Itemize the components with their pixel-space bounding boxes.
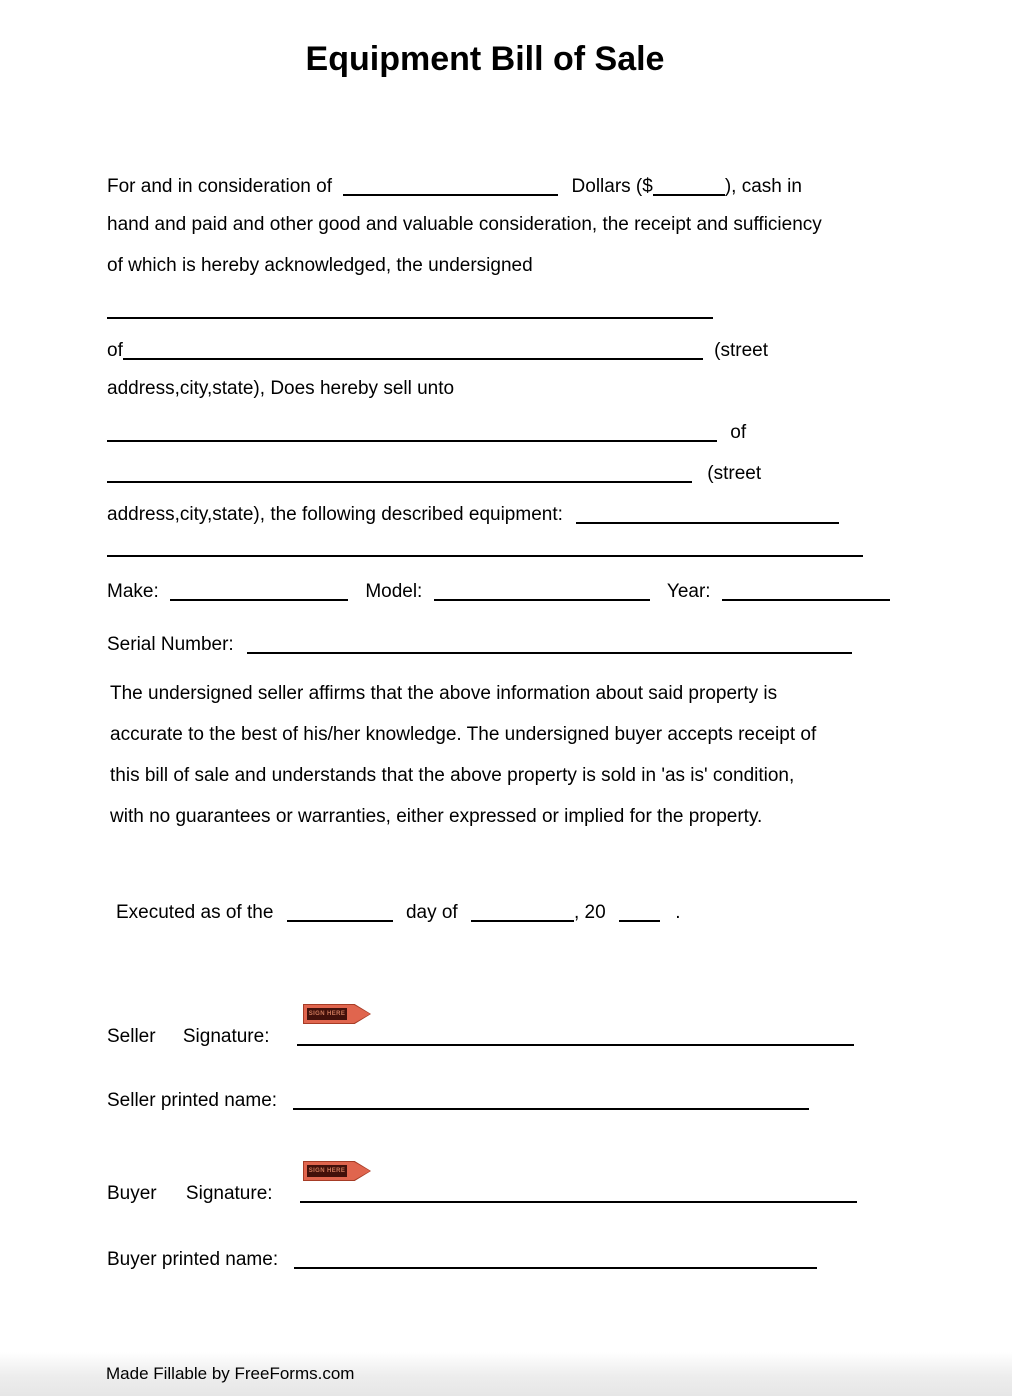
affirmation-line-2: accurate to the best of his/her knowledge. The undersigned buyer accepts receipt of: [110, 724, 817, 745]
buyer-sign-here-tag[interactable]: [303, 1161, 371, 1181]
sign-here-tag-label: SIGN HERE: [307, 1165, 347, 1177]
intro-line-1: [107, 172, 802, 199]
buyer-printed-name-field[interactable]: [294, 1245, 817, 1269]
seller-address-row: [107, 336, 768, 363]
make-label: Make:: [107, 581, 159, 602]
equipment-description-field-2[interactable]: [107, 533, 863, 557]
affirmation-line-4: with no guarantees or warranties, either expressed or implied for the property.: [110, 806, 763, 827]
serial-number-row: [107, 630, 852, 657]
footer-band: [0, 1352, 1012, 1396]
equipment-description-field[interactable]: [576, 500, 839, 524]
seller-name-field[interactable]: [107, 295, 713, 319]
year-prefix-label: , 20: [574, 902, 606, 923]
executed-label: Executed as of the: [116, 902, 274, 923]
execution-period: .: [675, 902, 681, 923]
consideration-amount-field[interactable]: [653, 172, 725, 196]
buyer-name-field[interactable]: [107, 418, 717, 442]
buyer-signature-row: [107, 1179, 857, 1206]
seller-printed-name-row: [107, 1086, 809, 1113]
intro-line-1-post: ), cash in: [724, 176, 802, 197]
equipment-description-row-2: [107, 533, 863, 560]
year-field[interactable]: [722, 577, 890, 601]
page-title: Equipment Bill of Sale: [305, 40, 665, 78]
affirmation-line-1: The undersigned seller affirms that the above information about said property is: [110, 683, 778, 704]
year-label: Year:: [666, 581, 711, 602]
intro-line-3: of which is hereby acknowledged, the undersigned: [107, 255, 533, 276]
execution-month-field[interactable]: [471, 898, 574, 922]
model-field[interactable]: [434, 577, 650, 601]
consideration-written-field[interactable]: [343, 172, 558, 196]
make-model-year-row: [107, 577, 890, 604]
serial-number-field[interactable]: [247, 630, 852, 654]
buyer-address-field[interactable]: [107, 459, 692, 483]
buyer-of-label: of: [730, 422, 747, 443]
seller-name-row: [107, 295, 713, 322]
seller-address-field[interactable]: [123, 336, 703, 360]
intro-line-2: hand and paid and other good and valuable consideration, the receipt and sufficiency: [107, 214, 822, 235]
equipment-description-row: [107, 500, 839, 527]
seller-sign-here-tag[interactable]: [303, 1004, 371, 1024]
seller-signature-row: [107, 1022, 854, 1049]
buyer-printed-name-label: Buyer printed name:: [107, 1249, 279, 1270]
buyer-signature-label: Signature:: [185, 1183, 273, 1204]
seller-of-label: of: [107, 340, 123, 361]
buyer-address-row: [107, 459, 761, 486]
execution-date-row: [116, 898, 681, 925]
footer-credit-text: Made Fillable by FreeForms.com: [106, 1364, 355, 1383]
sell-unto-line: address,city,state), Does hereby sell unto: [107, 378, 455, 399]
execution-day-field[interactable]: [287, 898, 393, 922]
buyer-name-row: [107, 418, 746, 445]
seller-signature-field[interactable]: [297, 1022, 854, 1046]
day-of-label: day of: [405, 902, 458, 923]
execution-year-field[interactable]: [619, 898, 660, 922]
intro-line-1-pre: For and in consideration of: [107, 176, 332, 197]
seller-street-label: (street: [714, 340, 768, 361]
buyer-label: Buyer: [107, 1183, 157, 1204]
serial-number-label: Serial Number:: [107, 634, 234, 655]
equipment-line-label: address,city,state), the following described equipment:: [107, 504, 563, 525]
seller-printed-name-label: Seller printed name:: [107, 1090, 278, 1111]
affirmation-line-3: this bill of sale and understands that the above property is sold in 'as is' condition,: [110, 765, 795, 786]
buyer-street-label: (street: [707, 463, 762, 484]
intro-line-1-mid: Dollars ($: [571, 176, 653, 197]
make-field[interactable]: [170, 577, 348, 601]
model-label: Model:: [365, 581, 423, 602]
buyer-signature-field[interactable]: [300, 1179, 857, 1203]
seller-label: Seller: [107, 1026, 156, 1047]
seller-printed-name-field[interactable]: [293, 1086, 809, 1110]
buyer-printed-name-row: [107, 1245, 817, 1272]
sign-here-tag-label: SIGN HERE: [307, 1008, 347, 1020]
seller-signature-label: Signature:: [182, 1026, 270, 1047]
